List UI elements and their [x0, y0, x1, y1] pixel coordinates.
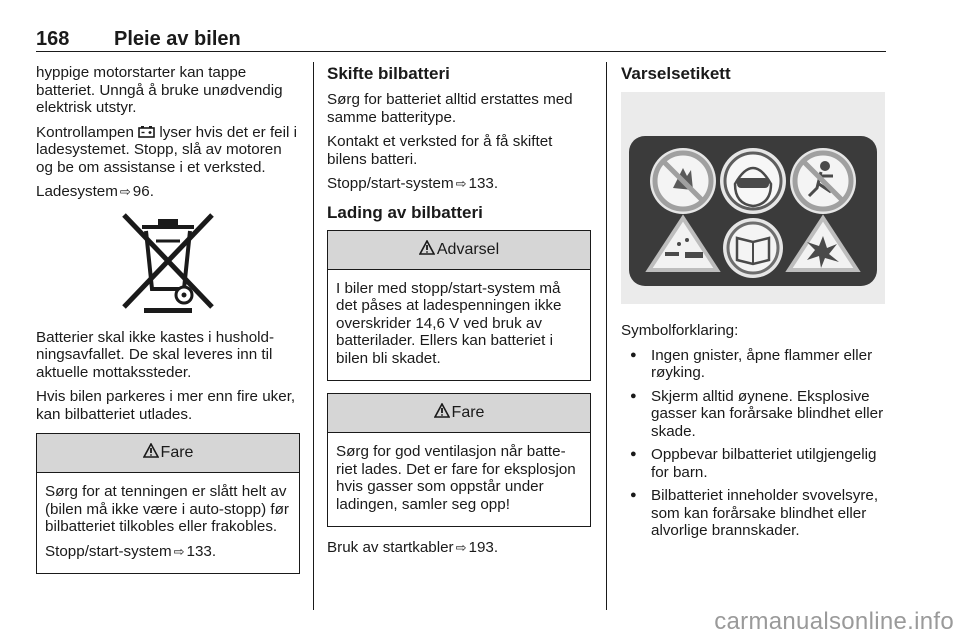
chapter-title: Pleie av bilen — [114, 28, 241, 50]
no-flames-icon — [650, 148, 716, 214]
column-1 — [36, 64, 300, 583]
column-divider-2 — [606, 62, 607, 610]
paragraph: Sørg for god ventilasjon når batteriet lades. Det er fare for eksplosjon hvis gasser som oppstår under ladingen, samler seg opp! — [336, 443, 576, 513]
caution-box-title: Advarsel — [436, 240, 500, 258]
warning-triangle-icon — [434, 403, 450, 423]
warning-triangle-icon — [143, 443, 159, 463]
warning-triangle-icon — [419, 240, 435, 260]
paragraph: Kontrollampen lyser hvis det er feil i ladesystemet. Stopp, slå av motoren og be om assistanse i et verksted. — [36, 123, 297, 176]
paragraph: hyppige motorstarter kan tappe batteriet. Unngå å bruke unødvendig elektrisk utstyr. — [36, 64, 283, 116]
paragraph: Batterier skal ikke kastes i husholdningsavfallet. De skal leveres inn til aktuelle mottakssteder. — [36, 328, 275, 381]
paragraph: Sørg for at tenningen er slått helt av (bilen må ikke være i auto-stopp) før bilbatteriet tilkobles eller frakobles. — [45, 483, 289, 535]
section-heading: Varselsetikett — [621, 64, 731, 83]
read-manual-icon — [723, 218, 783, 278]
caution-box — [327, 230, 591, 382]
list-item: ● Oppbevar bilbatteriet utilgjengelig for barn. — [621, 446, 887, 481]
crossed-out-bin-icon — [118, 211, 218, 315]
cross-reference[interactable]: Stopp/start-system ⇨ 133. — [45, 542, 217, 560]
paragraph: Kontakt et verksted for å få skiftet bilens batteri. — [327, 133, 553, 168]
page-header — [36, 28, 886, 50]
list-item: ● Bilbatteriet inneholder svovelsyre, som kan forårsake blindhet eller alvorlige brannskader. — [621, 487, 887, 540]
cross-reference[interactable]: Bruk av startkabler ⇨ 193. — [327, 539, 499, 556]
danger-box-title: Fare — [160, 444, 194, 462]
reference-arrow-icon: ⇨ — [119, 184, 131, 199]
column-divider-1 — [313, 62, 314, 610]
eye-protection-icon — [720, 148, 786, 214]
danger-box-body — [328, 433, 590, 526]
danger-box — [36, 433, 300, 574]
reference-arrow-icon: ⇨ — [455, 540, 467, 555]
cross-reference[interactable]: Stopp/start-system ⇨ 133. — [327, 175, 499, 192]
danger-box-header — [328, 394, 590, 433]
column-2 — [327, 64, 591, 564]
column-3 — [621, 64, 887, 546]
battery-warning-lamp-icon — [138, 124, 155, 141]
reference-arrow-icon: ⇨ — [173, 543, 185, 559]
keep-from-children-icon — [790, 148, 856, 214]
paragraph: Symbolforklaring: — [621, 322, 739, 339]
cross-reference[interactable]: Ladesystem ⇨ 96. — [36, 183, 154, 200]
paragraph: Hvis bilen parkeres i mer enn fire uker, kan bilbatteriet utlades. — [36, 388, 296, 423]
paragraph: Sørg for batteriet alltid erstattes med samme batteritype. — [327, 91, 573, 126]
danger-box-title: Fare — [451, 404, 485, 422]
caution-box-body — [328, 270, 590, 381]
caution-box-header — [328, 231, 590, 270]
reference-arrow-icon: ⇨ — [455, 176, 467, 191]
battery-warning-label-figure — [621, 92, 885, 304]
paragraph: I biler med stopp/start-system må det påses at ladespenningen ikke overskrider 14,6 V ved bruk av batterilader. Ellers kan batteriet i bilen bli skadet. — [336, 279, 562, 367]
list-item: ● Skjerm alltid øynene. Eksplosive gasser kan forårsake blindhet eller skade. — [621, 388, 887, 441]
section-heading: Lading av bilbatteri — [327, 202, 483, 222]
danger-box-header — [37, 434, 299, 473]
header-rule — [36, 51, 886, 52]
danger-box — [327, 393, 591, 527]
watermark: carmanualsonline.info — [714, 608, 954, 635]
section-heading: Skifte bilbatteri — [327, 64, 450, 83]
page-number: 168 — [36, 28, 70, 50]
danger-box-body — [37, 473, 299, 573]
list-item: ● Ingen gnister, åpne flammer eller røyking. — [621, 347, 887, 382]
symbol-list — [621, 347, 887, 540]
